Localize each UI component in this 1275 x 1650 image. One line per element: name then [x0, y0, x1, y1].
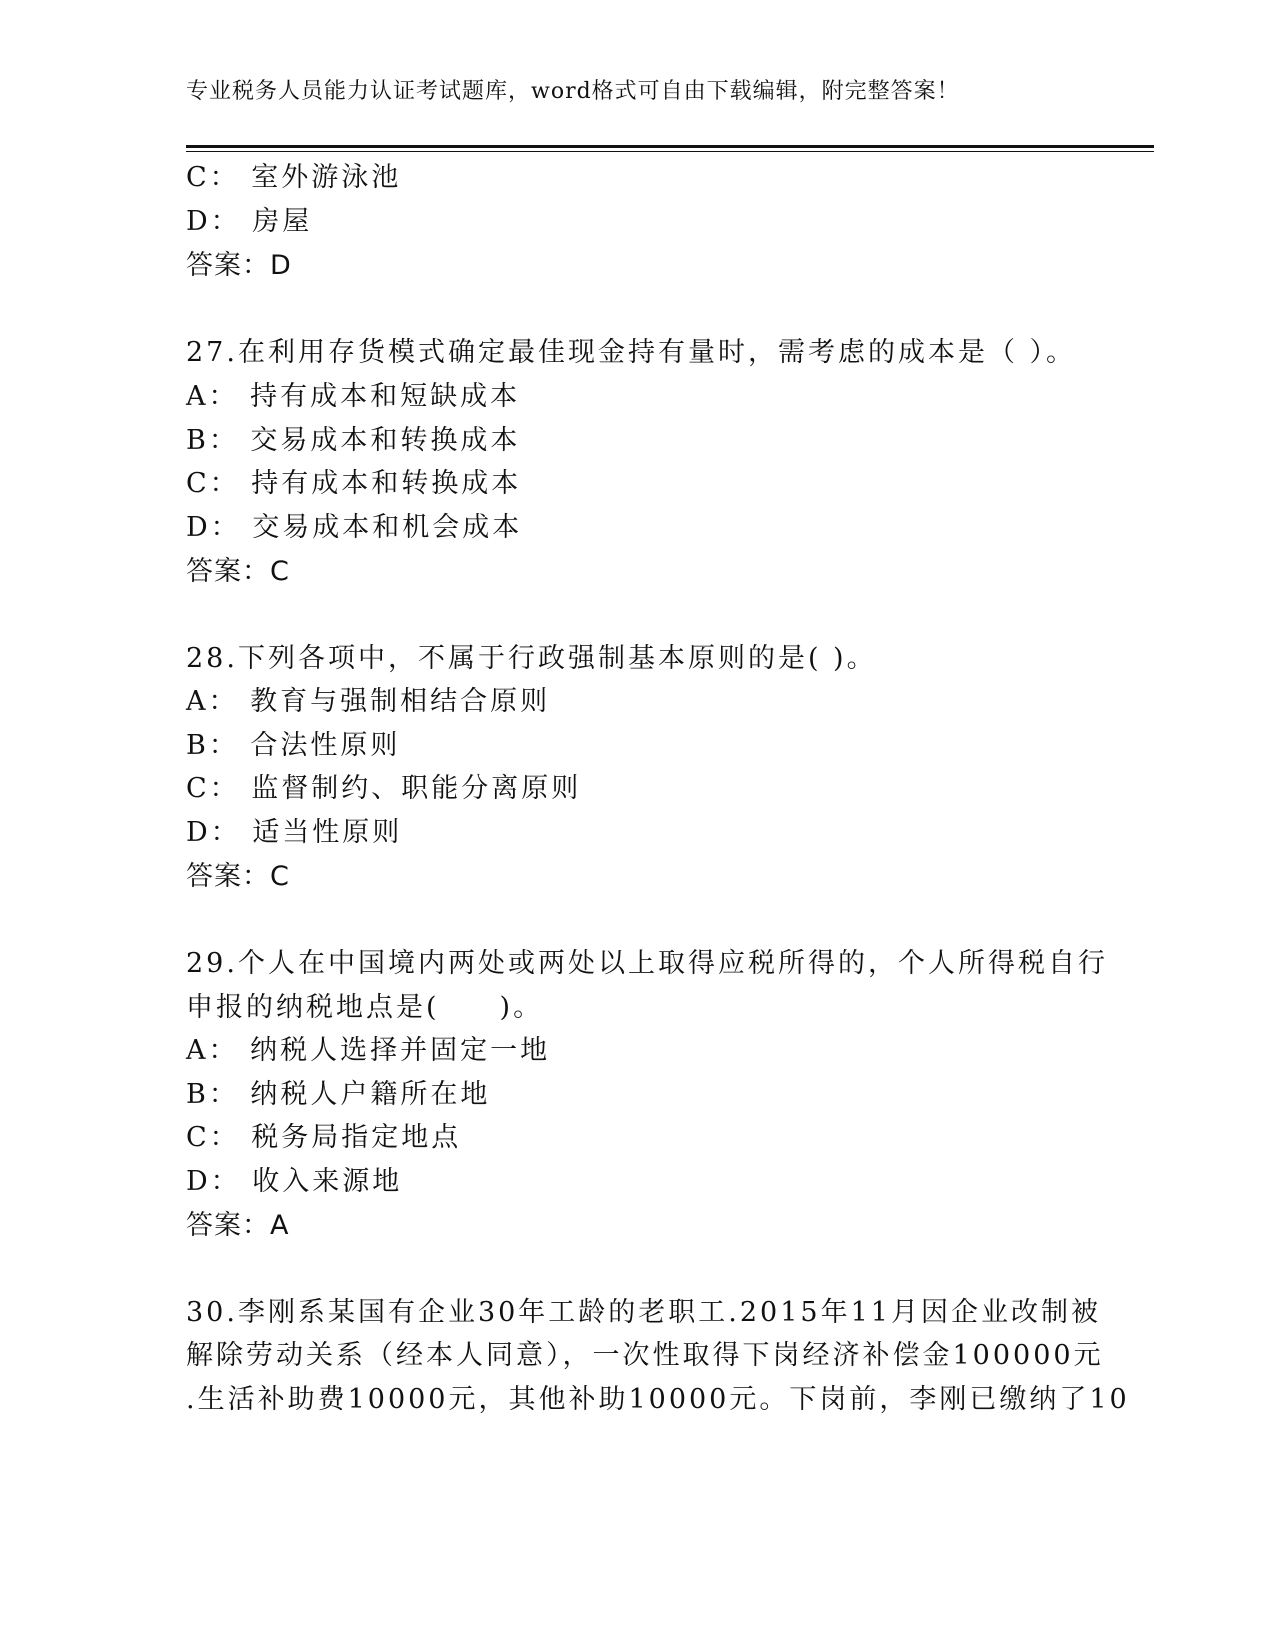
option-c: C： 室外游泳池 [186, 162, 402, 193]
option-b: B： 纳税人户籍所在地 [186, 1079, 491, 1110]
question-29-stem-line1: 29.个人在中国境内两处或两处以上取得应税所得的，个人所得税自行 [186, 948, 1108, 979]
option-d: D： 适当性原则 [186, 817, 403, 848]
question-30-stem-line1: 30.李刚系某国有企业30年工龄的老职工.2015年11月因企业改制被 [186, 1297, 1101, 1328]
answer: 答案：A [186, 1210, 290, 1241]
option-a: A： 纳税人选择并固定一地 [186, 1035, 551, 1066]
option-a: A： 教育与强制相结合原则 [186, 686, 551, 717]
option-d: D： 房屋 [186, 206, 313, 237]
option-a: A： 持有成本和短缺成本 [186, 381, 521, 412]
answer: 答案：C [186, 556, 290, 587]
option-b: B： 合法性原则 [186, 730, 401, 761]
question-27-stem: 27.在利用存货模式确定最佳现金持有量时，需考虑的成本是（ ）。 [186, 337, 1077, 368]
option-c: C： 税务局指定地点 [186, 1122, 462, 1153]
page-header: 专业税务人员能力认证考试题库，word格式可自由下载编辑，附完整答案！ [186, 79, 960, 104]
answer: 答案：D [186, 250, 292, 281]
option-d: D： 收入来源地 [186, 1166, 403, 1197]
question-28-stem: 28.下列各项中，不属于行政强制基本原则的是( )。 [186, 643, 877, 674]
option-d: D： 交易成本和机会成本 [186, 512, 523, 543]
option-c: C： 监督制约、职能分离原则 [186, 773, 582, 804]
option-b: B： 交易成本和转换成本 [186, 425, 521, 456]
question-29-stem-line2: 申报的纳税地点是( )。 [186, 992, 544, 1023]
header-rule-thick [186, 145, 1154, 148]
header-rule-thin [186, 151, 1154, 152]
question-30-stem-line3: .生活补助费10000元，其他补助10000元。下岗前，李刚已缴纳了10 [186, 1384, 1130, 1415]
answer: 答案：C [186, 861, 290, 892]
option-c: C： 持有成本和转换成本 [186, 468, 522, 499]
question-30-stem-line2: 解除劳动关系（经本人同意），一次性取得下岗经济补偿金100000元 [186, 1340, 1104, 1371]
